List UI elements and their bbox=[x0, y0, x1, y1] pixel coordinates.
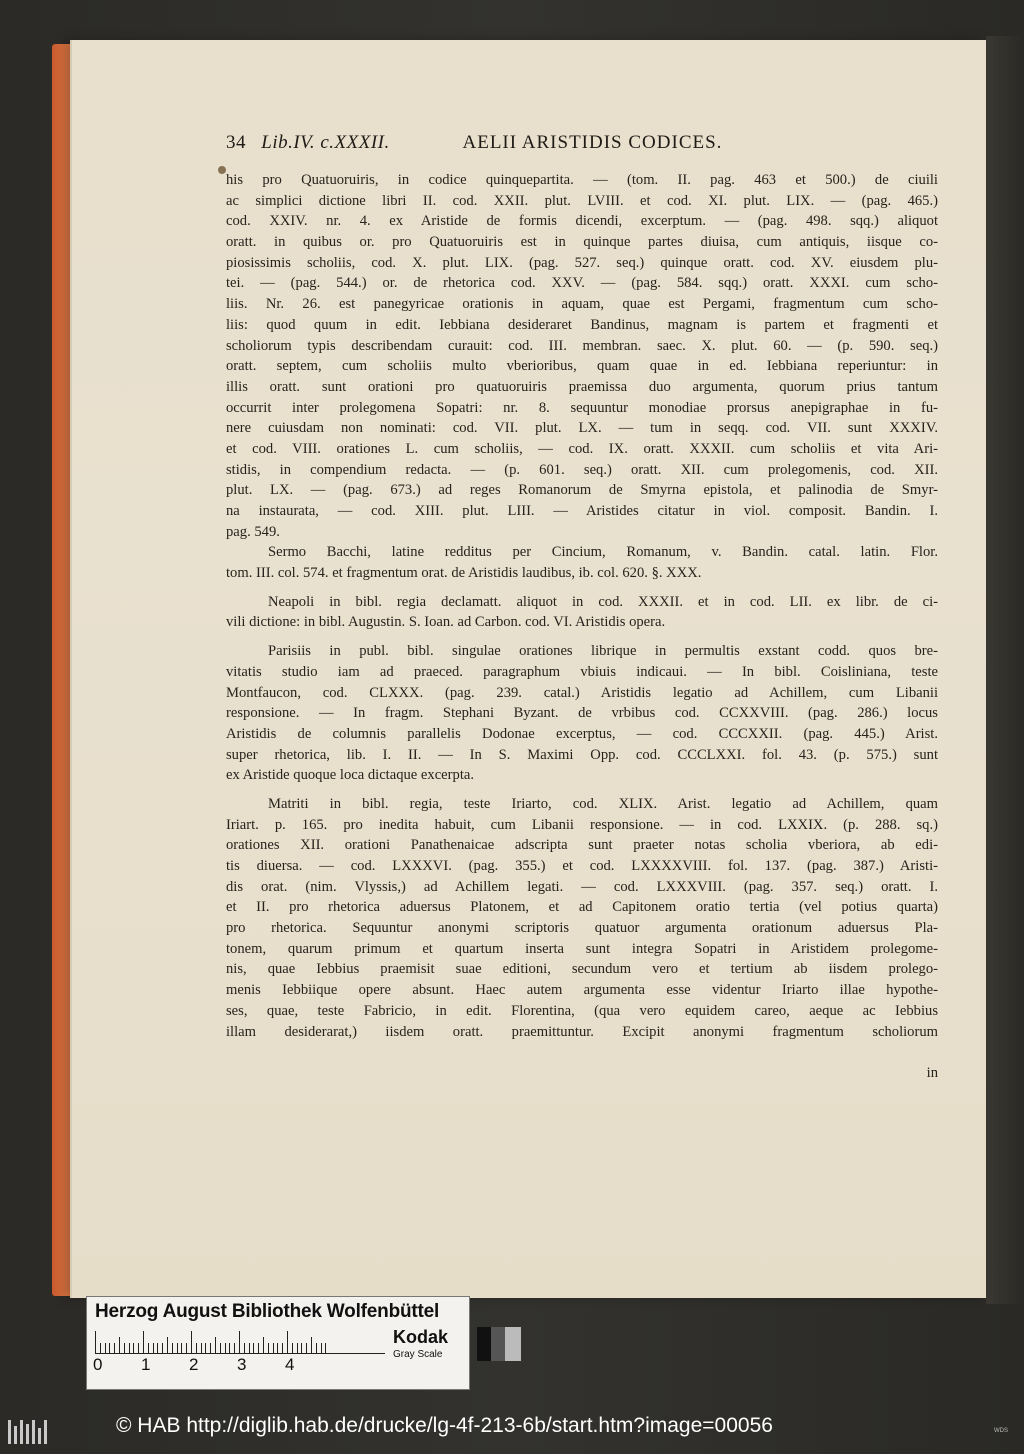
ruler-label: 3 bbox=[237, 1355, 247, 1374]
text-line bbox=[226, 1042, 938, 1063]
text-line: Sermo Bacchi, latine redditus per Cincium, Romanum, v. Bandin. catal. latin. Flor. bbox=[268, 544, 938, 561]
ruler-tick bbox=[181, 1343, 182, 1353]
ruler-tick bbox=[105, 1343, 106, 1353]
text-line: tonem, quarum primum et quartum inserta sunt integra Sopatri in Aristidem prolegome- bbox=[226, 940, 938, 957]
text-line: pro rhetorica. Sequuntur anonymi scriptoris quatuor argumenta orationum aduersus Pla- bbox=[226, 920, 938, 937]
ruler-tick bbox=[114, 1343, 115, 1353]
text-line: dis orat. (nim. Vlyssis,) ad Achillem legati. — cod. LXXXVIII. (pag. 357. seq.) oratt. I. bbox=[226, 878, 938, 895]
text-line: Aristidis de columnis parallelis Dodonae excerptus, — cod. CCCXXII. (pag. 445.) Arist. bbox=[226, 725, 938, 742]
text-line: oratt. septem, cum scholiis multo vberioribus, quam quae in ed. Iebbiana reperiuntur: in bbox=[226, 358, 938, 375]
ruler-tick bbox=[225, 1343, 226, 1353]
text-line: illam desiderarat,) iisdem oratt. praemittuntur. Excipit anonymi fragmentum scholiorum bbox=[226, 1023, 938, 1040]
ruler-tick bbox=[162, 1343, 163, 1353]
ruler-tick bbox=[292, 1343, 293, 1353]
text-line: Iriart. p. 165. pro inedita habuit, cum Libanii responsione. — in cod. LXXIX. (p. 288. sq.) bbox=[226, 816, 938, 833]
ruler-tick bbox=[268, 1343, 269, 1353]
ruler-tick bbox=[215, 1337, 216, 1353]
ruler-tick bbox=[234, 1343, 235, 1353]
text-line: Montfaucon, cod. CLXXX. (pag. 239. catal.) Aristidis legatio ad Achillem, cum Libanii bbox=[226, 684, 938, 701]
right-shadow bbox=[986, 36, 1024, 1304]
text-line: Parisiis in publ. bibl. singulae orationes librique in permultis exstant codd. quos bre- bbox=[268, 643, 938, 660]
text-line: tei. — (pag. 544.) or. de rhetorica cod. XXV. — (pag. 584. sqq.) oratt. XXXI. cum scho- bbox=[226, 275, 938, 292]
ruler-tick bbox=[186, 1343, 187, 1353]
running-title: AELII ARISTIDIS CODICES. bbox=[462, 132, 723, 153]
footer-bar bbox=[0, 1414, 1024, 1454]
text-line: pag. 549. bbox=[226, 523, 280, 540]
text-line: Neapoli in bibl. regia declamatt. aliquot in cod. XXXII. et in cod. LII. ex libr. de ci- bbox=[268, 593, 938, 610]
catchword: in bbox=[926, 1064, 938, 1081]
text-line: his pro Quatuoruiris, in codice quinquepartita. — (tom. II. pag. 463 et 500.) de ciuili bbox=[226, 172, 938, 188]
text-line: tis diuersa. — cod. LXXXVI. (pag. 355.) et cod. LXXXXVIII. fol. 137. (pag. 387.) Aristi- bbox=[226, 858, 938, 874]
ruler-tick bbox=[277, 1343, 278, 1353]
ruler-tick bbox=[273, 1343, 274, 1353]
ruler-tick bbox=[301, 1343, 302, 1353]
text-line: orationes XII. orationi Panathenaicae adscripta sunt praeter notas scholia vberiora, ab edi- bbox=[226, 837, 938, 854]
ruler-tick bbox=[325, 1343, 326, 1353]
text-line: responsione. — In fragm. Stephani Byzant. de vrbibus cod. CCXXVIII. (pag. 286.) locus bbox=[226, 705, 938, 722]
ruler-tick bbox=[210, 1343, 211, 1353]
hab-logo-icon bbox=[6, 1416, 48, 1446]
ruler-tick bbox=[253, 1343, 254, 1353]
text-line: Matriti in bibl. regia, teste Iriarto, cod. XLIX. Arist. legatio ad Achillem, quam bbox=[268, 795, 938, 812]
ruler-tick bbox=[205, 1343, 206, 1353]
ruler-tick bbox=[124, 1343, 125, 1353]
ruler-tick bbox=[143, 1331, 144, 1353]
ruler-tick bbox=[157, 1343, 158, 1353]
text-line: et cod. VIII. orationes L. cum scholiis, — cod. IX. oratt. XXXII. cum scholiis et vita Ari- bbox=[226, 440, 938, 457]
gray-patches bbox=[477, 1327, 521, 1361]
ruler-tick bbox=[306, 1343, 307, 1353]
ruler-tick bbox=[201, 1343, 202, 1353]
ruler-tick bbox=[177, 1343, 178, 1353]
ruler-tick bbox=[311, 1337, 312, 1353]
ruler-tick bbox=[196, 1343, 197, 1353]
text-line: stidis, in compendium redacta. — (p. 601. seq.) oratt. XII. cum prolegomenis, cod. XII. bbox=[226, 461, 938, 478]
ruler-label: 2 bbox=[189, 1355, 199, 1374]
text-line: tom. III. col. 574. et fragmentum orat. de Aristidis laudibus, ib. col. 620. §. XXX. bbox=[226, 565, 702, 582]
text-line: menis Iebbiique opere absunt. Haec autem argumenta esse videntur Iriarto illae hypothe- bbox=[226, 982, 938, 999]
ruler-label: 0 bbox=[93, 1355, 103, 1374]
footer-mark: WDS bbox=[994, 1428, 1008, 1434]
text-line: oratt. in quibus or. pro Quatuoruiris est in quinque partes diuisa, cum antiquis, iisque co- bbox=[226, 234, 938, 251]
ruler-label: 1 bbox=[141, 1355, 151, 1374]
text-line: nere cuiusdam non nominati: cod. VII. plut. LX. — tum in seqq. cod. VII. sunt XXXIV. bbox=[226, 420, 938, 437]
page-stain bbox=[218, 166, 226, 174]
text-line: ac simplici dictione libri II. cod. XXII. plut. LVIII. et cod. XI. plut. LIX. — (pag. 465.) bbox=[226, 192, 938, 209]
ruler-tick bbox=[229, 1343, 230, 1353]
text-line: et II. pro rhetorica aduersus Platonem, et ad Capitonem oratio tertia (vel potius quarta) bbox=[226, 899, 938, 916]
ruler-tick bbox=[297, 1343, 298, 1353]
gray-scale-label: Gray Scale bbox=[393, 1349, 443, 1360]
text-line: plut. LX. — (pag. 673.) ad reges Romanorum de Smyrna epistola, et palinodia de Smyr- bbox=[226, 482, 938, 499]
ruler-tick bbox=[287, 1331, 288, 1353]
text-line: vitatis studio iam ad praeced. paragraphum vbiuis indicaui. — In bibl. Coisliniana, teste bbox=[226, 663, 938, 680]
ruler-tick bbox=[100, 1343, 101, 1353]
text-line: illis oratt. sunt orationi pro quatuoruiris praemissa duo argumenta, quorum prius tantum bbox=[226, 378, 938, 395]
kodak-logo: Kodak bbox=[393, 1327, 449, 1347]
ruler-tick bbox=[239, 1331, 240, 1353]
ruler-tick bbox=[282, 1343, 283, 1353]
text-line: occurrit inter prolegomena Sopatri: nr. 8. sequuntur monodiae prorsus anepigraphae in fu- bbox=[226, 399, 938, 416]
ruler-tick bbox=[148, 1343, 149, 1353]
ruler-tick bbox=[95, 1331, 96, 1353]
running-head bbox=[226, 132, 946, 160]
ruler-tick bbox=[263, 1337, 264, 1353]
ruler-tick bbox=[244, 1343, 245, 1353]
ruler-labels bbox=[93, 1355, 383, 1375]
text-line: ses, quae, teste Fabricio, in edit. Florentina, (qua vero equidem careo, aeque ac Iebbius bbox=[226, 1002, 938, 1019]
ruler-tick bbox=[249, 1343, 250, 1353]
chapter-reference: Lib.IV. c.XXXII. bbox=[261, 132, 390, 153]
ruler-tick bbox=[191, 1331, 192, 1353]
ruler-tick bbox=[119, 1337, 120, 1353]
library-name: Herzog August Bibliothek Wolfenbüttel bbox=[95, 1301, 440, 1322]
ruler-tick bbox=[220, 1343, 221, 1353]
text-line: piosissimis scholiis, cod. X. plut. LIX. (pag. 527. seq.) quinque oratt. cod. XV. eiusdem plu- bbox=[226, 254, 938, 271]
text-line: vili dictione: in bibl. Augustin. S. Ioan. ad Carbon. cod. VI. Aristidis opera. bbox=[226, 614, 666, 631]
text-line: cod. XXIV. nr. 4. ex Aristide de formis dicendi, excerptum. — (pag. 498. sqq.) aliquot bbox=[226, 213, 938, 230]
text-line: super rhetorica, lib. I. II. — In S. Maximi Opp. cod. CCCLXXI. fol. 43. (p. 575.) sunt bbox=[226, 746, 938, 763]
ruler-tick bbox=[167, 1337, 168, 1353]
text-line: na instaurata, — cod. XIII. plut. LIII. — Aristides citatur in viol. composit. Bandin. I. bbox=[226, 503, 938, 519]
ruler-tick bbox=[316, 1343, 317, 1353]
text-line: liis. Nr. 26. est panegyricae orationis in aquam, quae est Pergami, fragmentum cum scho- bbox=[226, 296, 938, 313]
ruler-tick bbox=[172, 1343, 173, 1353]
ruler-tick bbox=[321, 1343, 322, 1353]
ruler-tick bbox=[133, 1343, 134, 1353]
ruler-tick bbox=[109, 1343, 110, 1353]
ruler-tick bbox=[153, 1343, 154, 1353]
color-scale-card bbox=[86, 1296, 470, 1390]
ruler-tick bbox=[258, 1343, 259, 1353]
body-text bbox=[226, 170, 938, 1084]
text-line: ex Aristide quoque loca dictaque excerpta. bbox=[226, 767, 474, 784]
ruler-tick bbox=[129, 1343, 130, 1353]
ruler-tick bbox=[138, 1343, 139, 1353]
page-number: 34 bbox=[226, 132, 246, 153]
text-line: scholiorum typis describendam curauit: cod. III. membran. saec. X. plut. 60. — (p. 590. seq.) bbox=[226, 337, 938, 354]
copyright-url: © HAB http://diglib.hab.de/drucke/lg-4f-213-6b/start.htm?image=00056 bbox=[116, 1414, 773, 1437]
text-line: liis: quod quum in edit. Iebbiana desideraret Bandinus, magnam is partem et fragmenti et bbox=[226, 316, 938, 333]
ruler-label: 4 bbox=[285, 1355, 295, 1374]
text-line: nis, quae Iebbius praemisit suae editioni, secundum vero et tertium ab iisdem prolego- bbox=[226, 961, 938, 978]
ruler bbox=[95, 1329, 385, 1354]
